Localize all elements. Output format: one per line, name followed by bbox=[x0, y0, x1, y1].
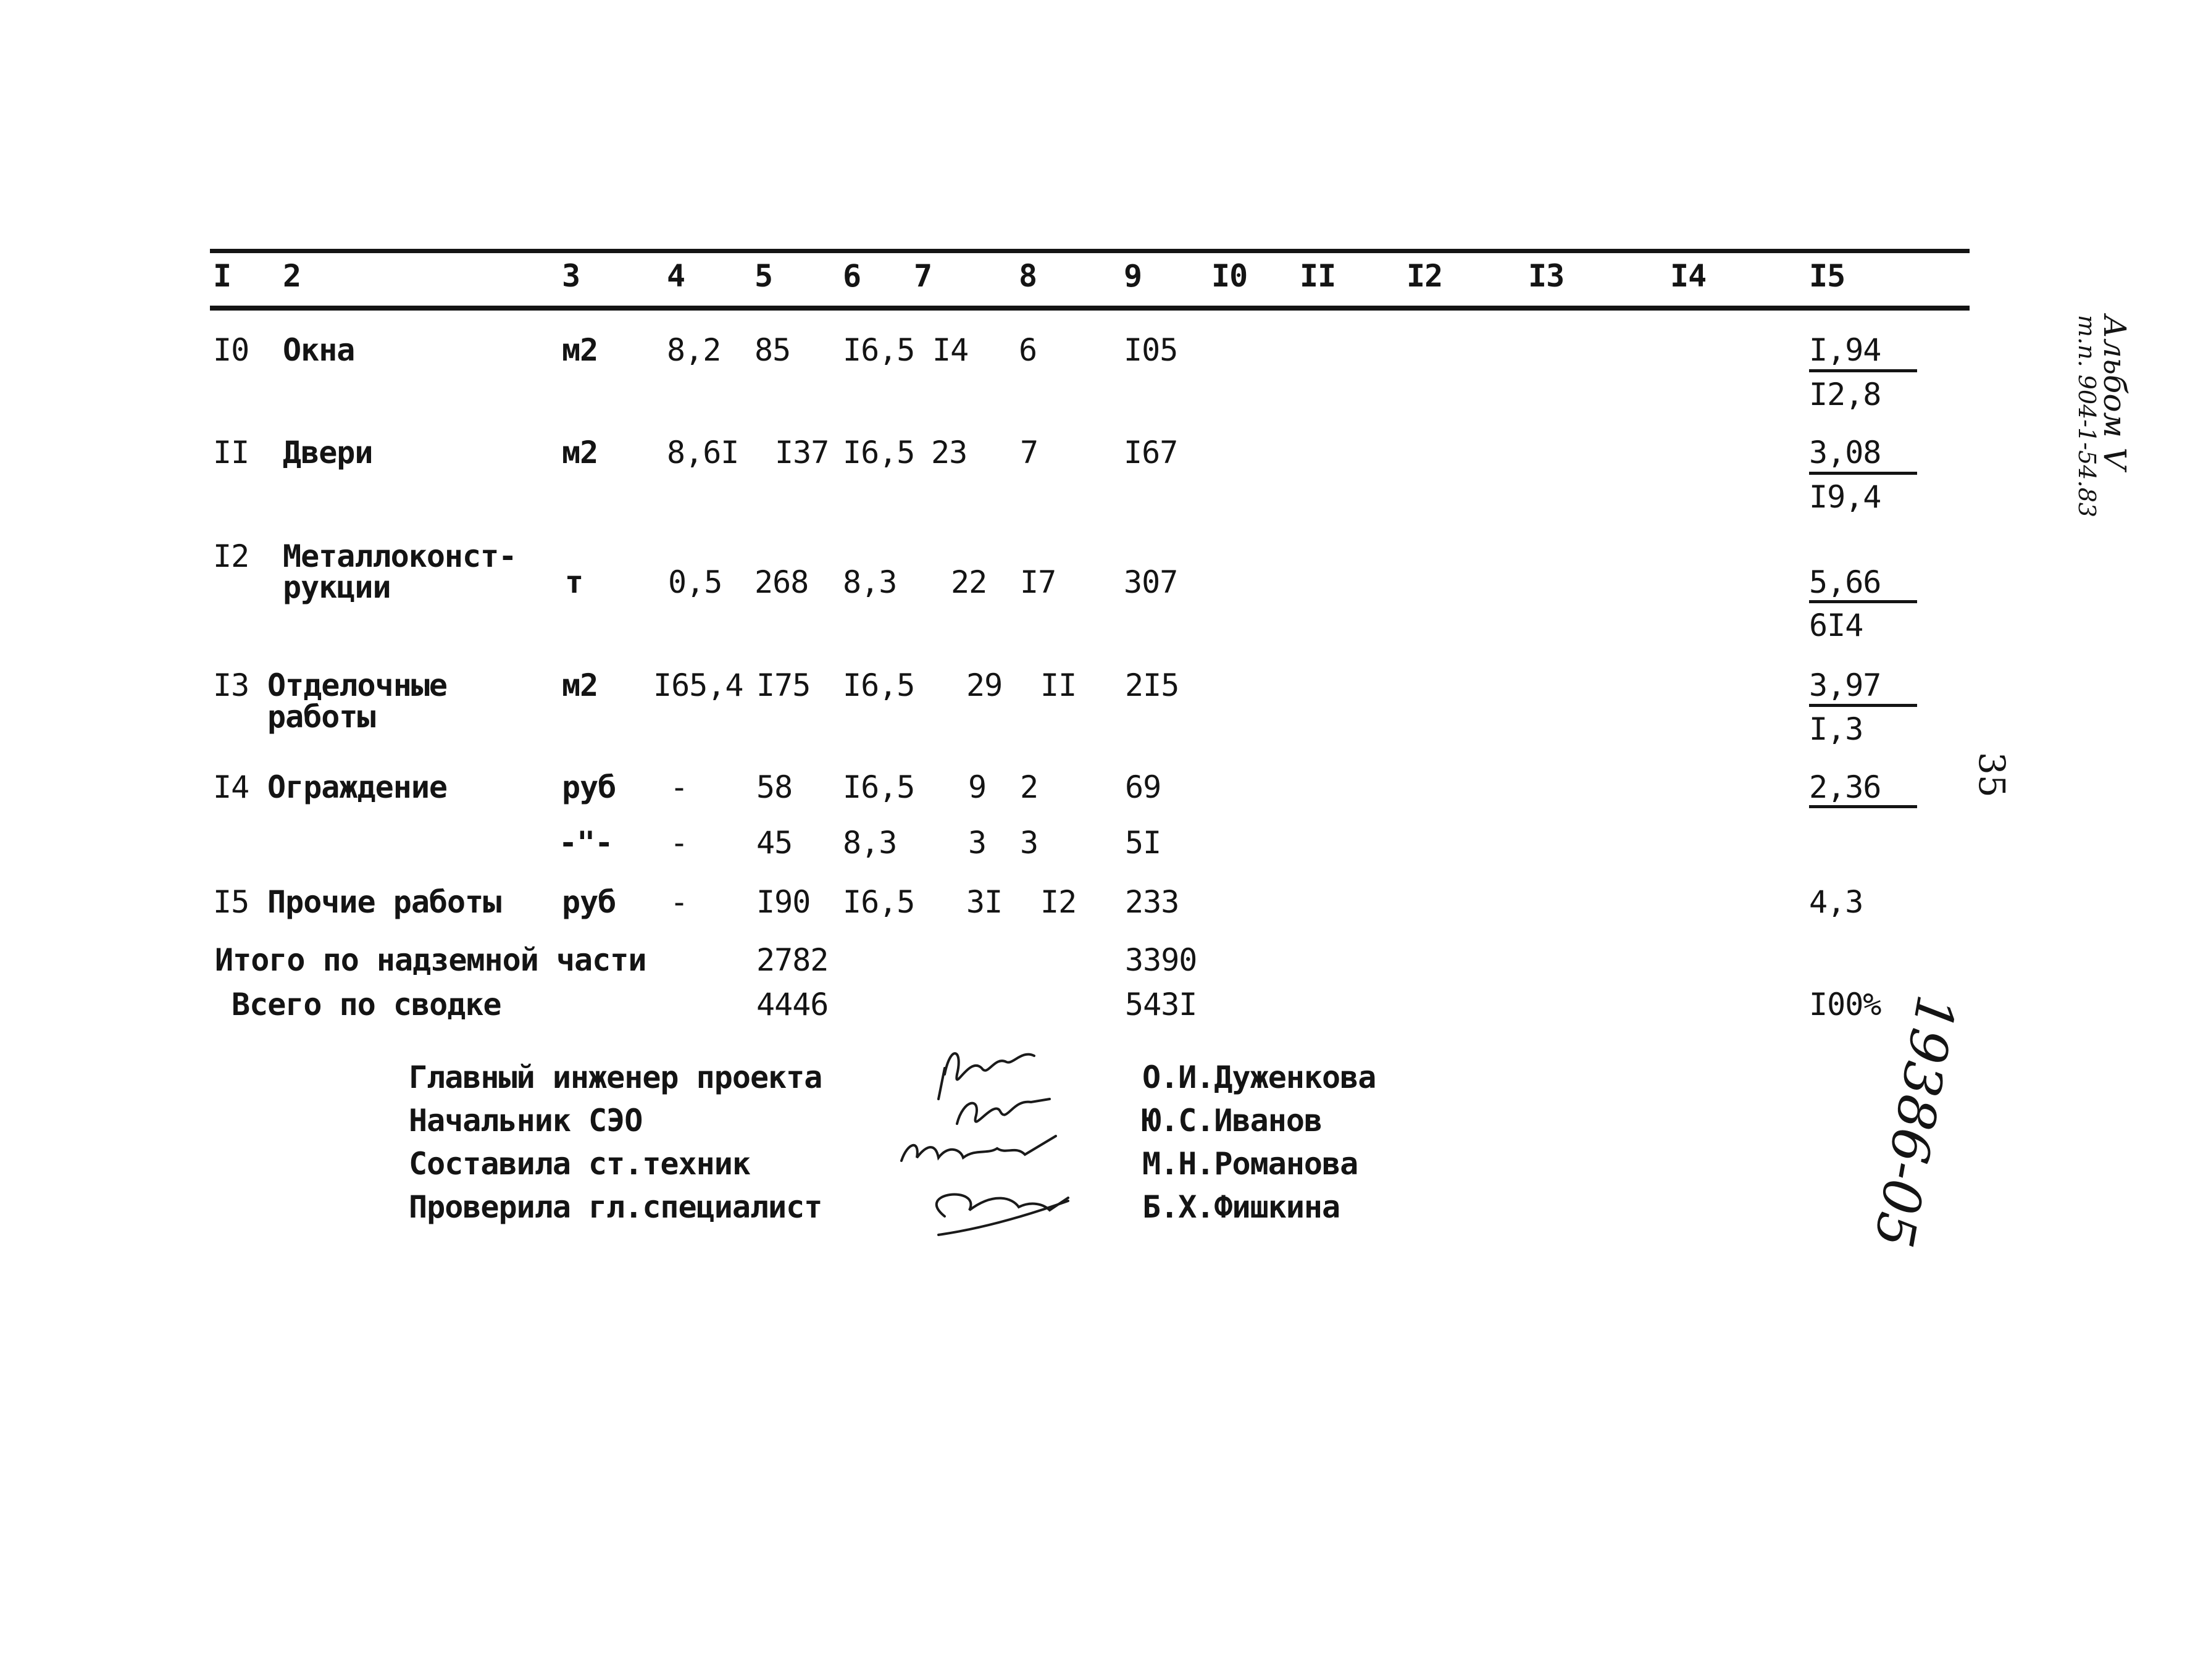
row-name-line1: Отделочные bbox=[267, 667, 448, 703]
row-col6: 8,3 bbox=[843, 825, 897, 861]
document-number: 19386-05 bbox=[1862, 990, 1967, 1252]
signature-name: Б.Х.Фишкина bbox=[1142, 1189, 1340, 1225]
row-col5: I75 bbox=[756, 667, 811, 703]
row-col4: 0,5 bbox=[668, 564, 722, 600]
row-name-line2: работы bbox=[267, 699, 375, 735]
col-header-15: I5 bbox=[1809, 258, 1845, 294]
row-unit-ditto: -"- bbox=[559, 825, 613, 861]
row-col9: 5I bbox=[1125, 825, 1161, 861]
row-col4: I65,4 bbox=[653, 667, 743, 703]
row-col8: 7 bbox=[1020, 435, 1039, 470]
row-col7: 3I bbox=[966, 884, 1003, 920]
col-header-5: 5 bbox=[754, 258, 773, 294]
row-col7: 23 bbox=[931, 435, 968, 470]
row-col15-bottom: I2,8 bbox=[1809, 377, 1881, 412]
col-header-11: II bbox=[1300, 258, 1336, 294]
album-annotation bbox=[2073, 315, 2133, 517]
fraction-line bbox=[1809, 472, 1917, 475]
row-col5: 58 bbox=[756, 769, 793, 805]
row-col5: 45 bbox=[756, 825, 793, 861]
row-col7: I4 bbox=[932, 332, 969, 368]
row-col5: I90 bbox=[756, 884, 811, 920]
row-col15: 4,3 bbox=[1809, 884, 1863, 920]
totals-label: Итого по надземной части bbox=[215, 942, 646, 978]
summary-label: Всего по сводке bbox=[232, 987, 501, 1022]
row-name: Двери bbox=[283, 435, 373, 470]
row-number: I0 bbox=[213, 332, 249, 368]
album-line2: т.п. 904-1-54.83 bbox=[2073, 315, 2100, 517]
row-unit: м2 bbox=[562, 667, 598, 703]
album-line1: Альбом V bbox=[2097, 315, 2133, 470]
row-col15-bottom: 6I4 bbox=[1809, 608, 1863, 643]
fraction-line bbox=[1809, 600, 1917, 603]
table-header-rule bbox=[210, 306, 1970, 311]
row-col9: I05 bbox=[1124, 332, 1178, 368]
row-col6: I6,5 bbox=[843, 667, 915, 703]
col-header-12: I2 bbox=[1406, 258, 1443, 294]
row-col5: 268 bbox=[754, 564, 809, 600]
row-col8: I7 bbox=[1020, 564, 1056, 600]
row-col4: 8,6I bbox=[667, 435, 739, 470]
signature-name: О.И.Дуженкова bbox=[1142, 1059, 1376, 1095]
col-header-8: 8 bbox=[1019, 258, 1037, 294]
row-col15-top: 5,66 bbox=[1809, 564, 1881, 600]
col-header-2: 2 bbox=[283, 258, 301, 294]
row-col8: II bbox=[1040, 667, 1077, 703]
fraction-line bbox=[1809, 805, 1917, 808]
row-col15-bottom: I,3 bbox=[1809, 711, 1863, 747]
row-col9: 307 bbox=[1124, 564, 1178, 600]
row-col6: I6,5 bbox=[843, 435, 915, 470]
row-col15-top: I,94 bbox=[1809, 332, 1881, 368]
col-header-7: 7 bbox=[914, 258, 932, 294]
row-name: Ограждение bbox=[267, 769, 448, 805]
summary-col15: I00% bbox=[1809, 987, 1881, 1022]
row-col8: 2 bbox=[1020, 769, 1039, 805]
col-header-4: 4 bbox=[667, 258, 685, 294]
row-unit: м2 bbox=[562, 332, 598, 368]
row-name-line2: рукции bbox=[283, 569, 391, 605]
row-number: I2 bbox=[213, 538, 249, 574]
row-unit: т bbox=[565, 564, 583, 600]
row-col7: 3 bbox=[968, 825, 987, 861]
signature-name: М.Н.Романова bbox=[1142, 1146, 1358, 1182]
row-number: I5 bbox=[213, 884, 249, 920]
row-unit: руб bbox=[562, 769, 616, 805]
signature-role: Начальник СЭО bbox=[409, 1103, 643, 1139]
row-col7: 29 bbox=[966, 667, 1003, 703]
row-name-line1: Металлоконст- bbox=[283, 538, 517, 574]
row-col8: 6 bbox=[1019, 332, 1037, 368]
row-col7: 9 bbox=[968, 769, 987, 805]
row-unit: м2 bbox=[562, 435, 598, 470]
row-col15-top: 2,36 bbox=[1809, 769, 1881, 805]
summary-col9: 543I bbox=[1125, 987, 1197, 1022]
row-number: I4 bbox=[213, 769, 249, 805]
row-col4: 8,2 bbox=[667, 332, 721, 368]
col-header-14: I4 bbox=[1670, 258, 1707, 294]
row-unit: руб bbox=[562, 884, 616, 920]
row-col8: 3 bbox=[1020, 825, 1039, 861]
totals-col5: 2782 bbox=[756, 942, 829, 978]
table-top-rule bbox=[210, 249, 1970, 253]
row-name: Окна bbox=[283, 332, 355, 368]
fraction-line bbox=[1809, 369, 1917, 372]
handwritten-signatures bbox=[889, 1031, 1148, 1253]
totals-col9: 3390 bbox=[1125, 942, 1197, 978]
fraction-line bbox=[1809, 704, 1917, 707]
row-col5: I37 bbox=[775, 435, 829, 470]
row-col9: 2I5 bbox=[1125, 667, 1179, 703]
signature-name: Ю.С.Иванов bbox=[1142, 1103, 1323, 1139]
row-col15-bottom: I9,4 bbox=[1809, 479, 1881, 515]
row-col9: 69 bbox=[1125, 769, 1161, 805]
row-col15-top: 3,08 bbox=[1809, 435, 1881, 470]
row-col7: 22 bbox=[951, 564, 987, 600]
col-header-13: I3 bbox=[1528, 258, 1565, 294]
page-number: 35 bbox=[1971, 752, 2013, 798]
signature-role: Проверила гл.специалист bbox=[409, 1189, 822, 1225]
row-col4: - bbox=[670, 769, 688, 805]
row-number: I3 bbox=[213, 667, 249, 703]
row-name: Прочие работы bbox=[267, 884, 501, 920]
col-header-9: 9 bbox=[1124, 258, 1142, 294]
row-col15-top: 3,97 bbox=[1809, 667, 1881, 703]
row-number: II bbox=[213, 435, 249, 470]
row-col9: I67 bbox=[1124, 435, 1178, 470]
row-col6: I6,5 bbox=[843, 884, 915, 920]
summary-col5: 4446 bbox=[756, 987, 829, 1022]
col-header-3: 3 bbox=[562, 258, 580, 294]
col-header-10: I0 bbox=[1211, 258, 1248, 294]
row-col5: 85 bbox=[754, 332, 791, 368]
row-col4: - bbox=[670, 825, 688, 861]
signature-role: Составила ст.техник bbox=[409, 1146, 750, 1182]
row-col6: 8,3 bbox=[843, 564, 897, 600]
col-header-1: I bbox=[213, 258, 232, 294]
signature-role: Главный инженер проекта bbox=[409, 1059, 822, 1095]
row-col6: I6,5 bbox=[843, 769, 915, 805]
col-header-6: 6 bbox=[843, 258, 861, 294]
row-col8: I2 bbox=[1040, 884, 1077, 920]
row-col6: I6,5 bbox=[843, 332, 915, 368]
row-col4: - bbox=[670, 884, 688, 920]
row-col9: 233 bbox=[1125, 884, 1179, 920]
